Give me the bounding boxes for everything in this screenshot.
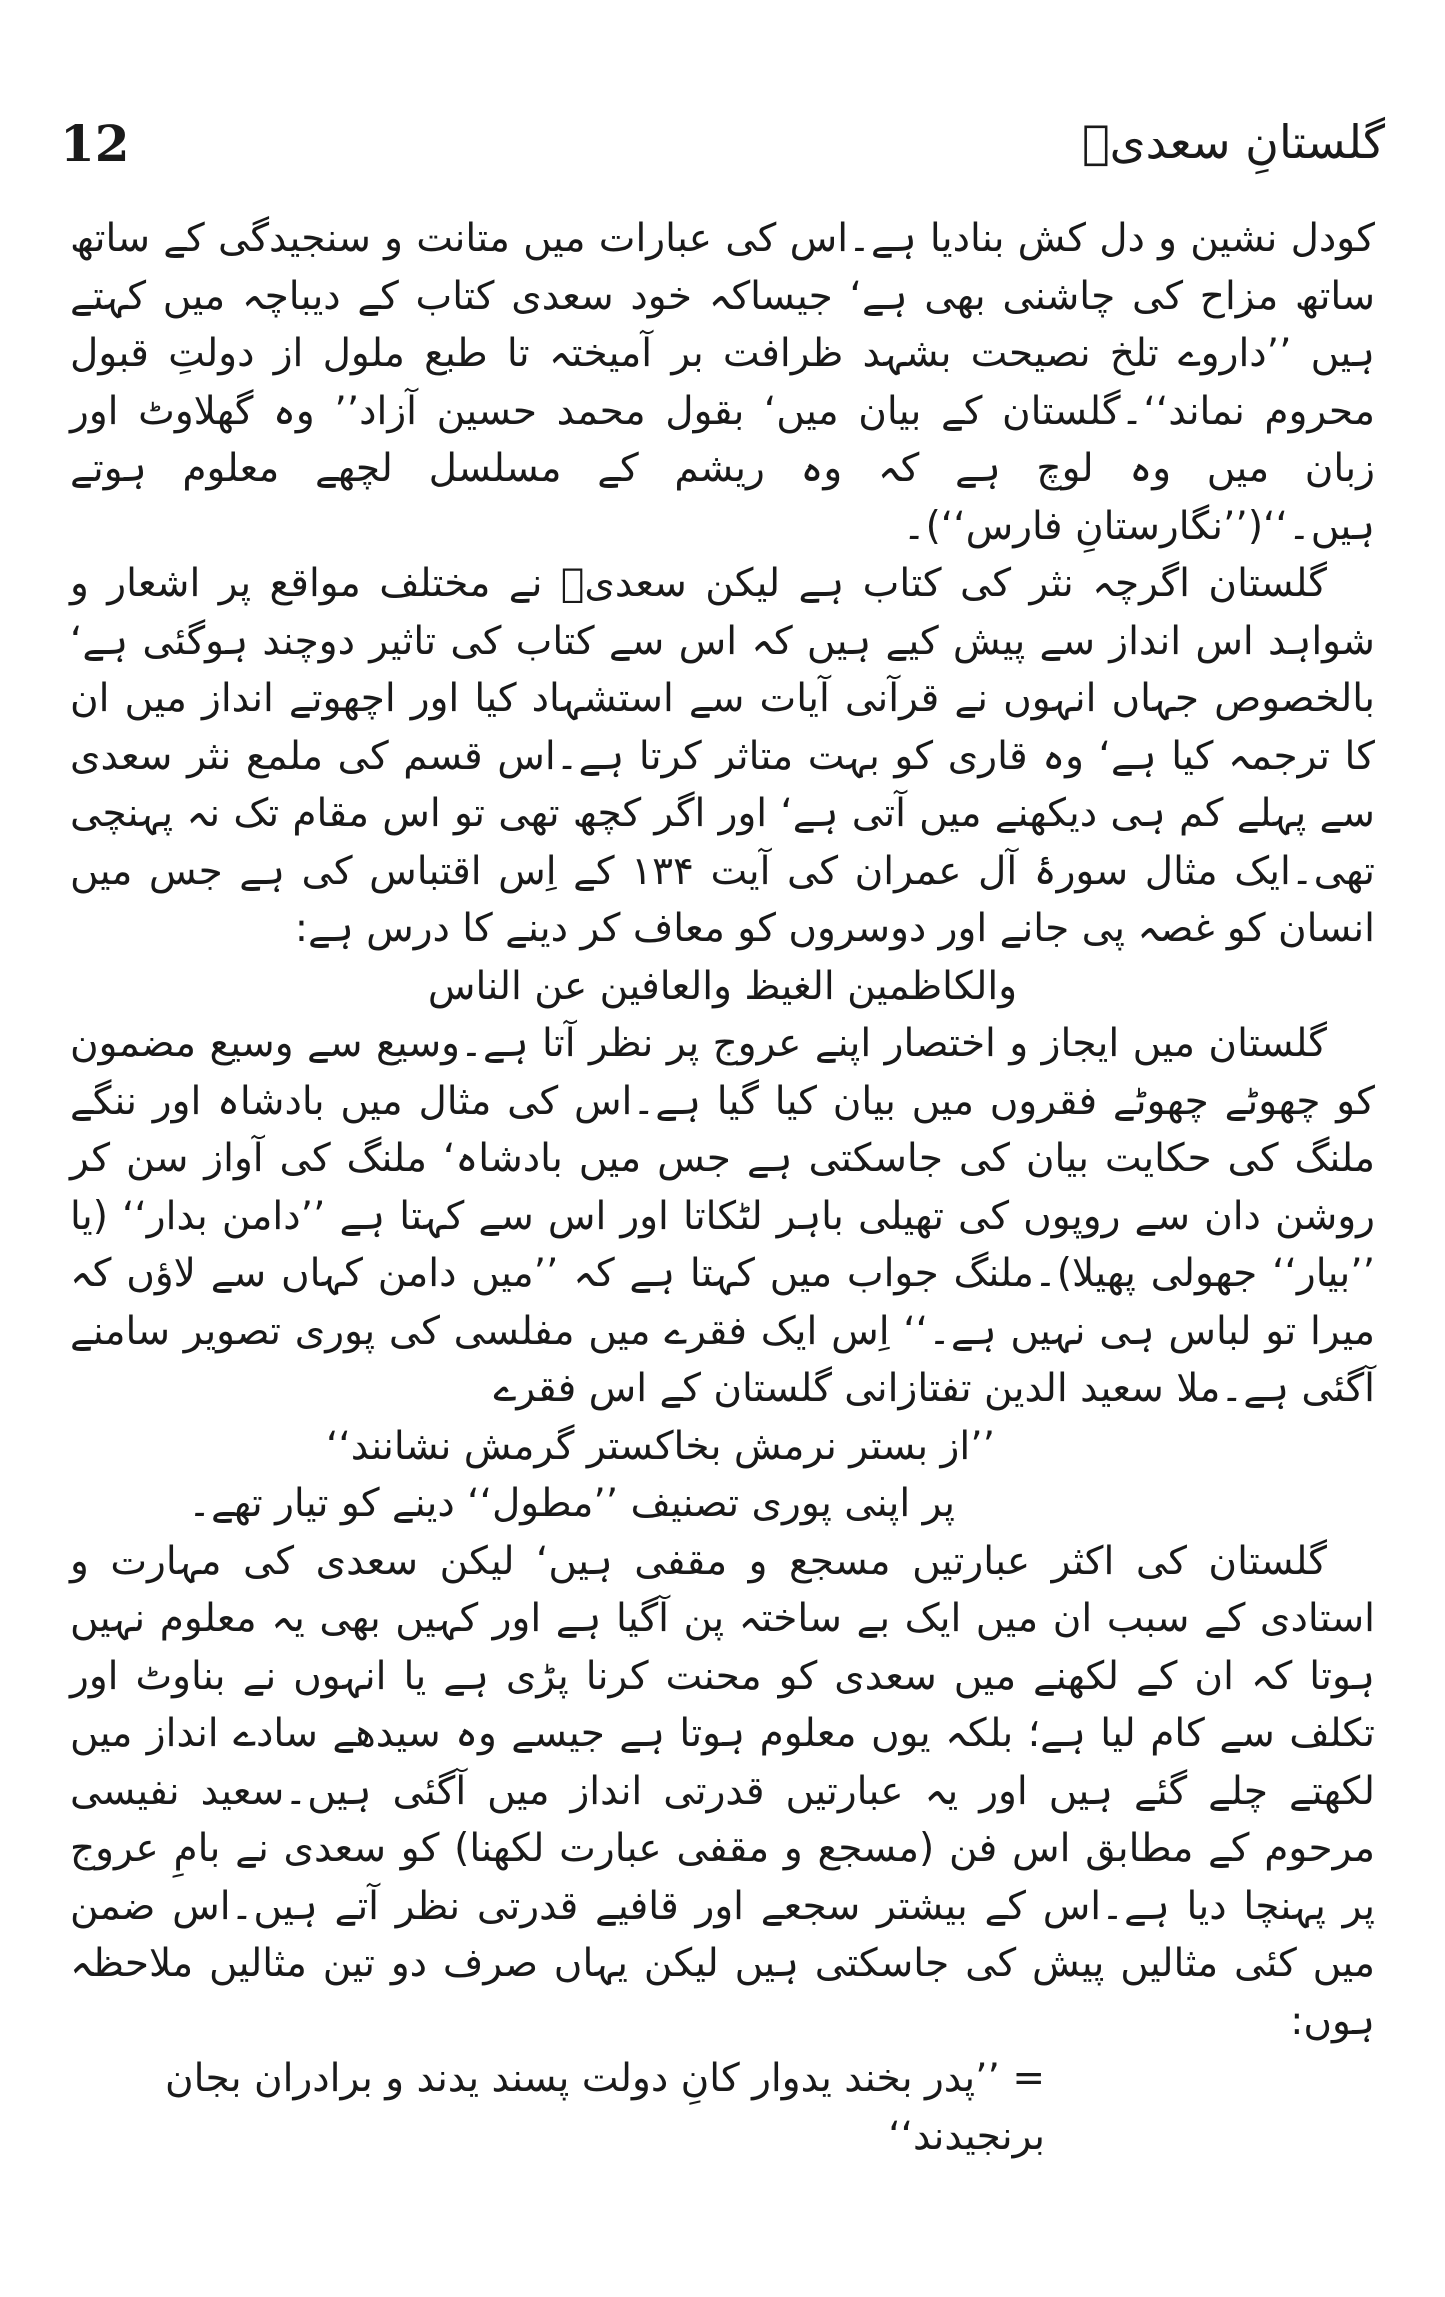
example-line: = ’’پدر بخند یدوار کانِ دولت پسند یدند و برادران بجان برنجیدند‘‘ bbox=[165, 2056, 1045, 2159]
running-title: گلستانِ سعدیؒ bbox=[1082, 115, 1385, 169]
page-header bbox=[60, 110, 1385, 190]
paragraph-intro: کودل نشین و دل کش بنادیا ہے۔اس کی عبارات میں متانت و سنجیدگی کے ساتھ ساتھ مزاح کی چاشنی بھی ہے‘ جیساکہ خود سعدی کتاب کے دیباچہ میں کہتے ہیں ’’داروے تلخ نصیحت بشہد ظرافت بر آمیختہ تا طبع ملول از دولتِ قبول محروم نماند‘‘۔گلستان کے بیان میں‘ بقول محمد حسین آزاد’’ وہ گھلاوٹ اور زبان میں وہ لوچ ہے کہ وہ ریشم کے مسلسل لچھے معلوم ہوتے ہیں۔‘‘(’’نگارستانِ فارس‘‘)۔ bbox=[70, 216, 1375, 549]
paragraph-rhymed-prose: گلستان کی اکثر عبارتیں مسجع و مقفی ہیں‘ لیکن سعدی کی مہارت و استادی کے سبب ان میں ایک بے ساختہ پن آگیا ہے اور کہیں بھی یہ معلوم نہیں ہوتا کہ ان کے لکھنے میں سعدی کو محنت کرنا پڑی ہے یا انہوں نے بناوٹ اور تکلف سے کام لیا ہے؛ بلکہ یوں معلوم ہوتا ہے جیسے وہ سیدھے سادے انداز میں لکھتے چلے گئے ہیں اور یہ عبارتیں قدرتی انداز میں آگئی ہیں۔سعید نفیسی مرحوم کے مطابق اس فن (مسجع و مقفی عبارت لکھنا) کو سعدی نے بامِ عروج پر پہنچا دیا ہے۔اس کے بیشتر سجعے اور قافیے قدرتی نظر آتے ہیں۔اس ضمن میں کئی مثالیں پیش کی جاسکتی ہیں لیکن یہاں صرف دو تین مثالیں ملاحظہ ہوں: bbox=[70, 1538, 1375, 2044]
paragraph-quranic-citations: گلستان اگرچہ نثر کی کتاب ہے لیکن سعدیؒ نے مختلف مواقع پر اشعار و شواہد اس انداز سے پیش کیے ہیں کہ اس سے کتاب کی تاثیر دوچند ہوگئی ہے‘ بالخصوص جہاں انہوں نے قرآنی آیات سے استشہاد کیا اور اچھوتے انداز میں ان کا ترجمہ کیا ہے‘ وہ قاری کو بہت متاثر کرتا ہے۔اس قسم کی ملمع نثر سعدی سے پہلے کم ہی دیکھنے میں آتی ہے‘ اور اگر کچھ تھی تو اس مقام تک نہ پہنچی تھی۔ایک مثال سورۂ آل عمران کی آیت ۱۳۴ کے اِس اقتباس کی ہے جس میں انسان کو غصہ پی جانے اور دوسروں کو معاف کر دینے کا درس ہے: bbox=[70, 561, 1375, 951]
quoted-phrase: ’’از بستر نرمش بخاکستر گرمش نشانند‘‘ bbox=[325, 1423, 995, 1469]
paragraph-brevity: گلستان میں ایجاز و اختصار اپنے عروج پر نظر آتا ہے۔وسیع سے وسیع مضمون کو چھوٹے چھوٹے فقروں میں بیان کیا گیا ہے۔اس کی مثال میں بادشاہ اور ننگے ملنگ کی حکایت بیان کی جاسکتی ہے جس میں بادشاہ‘ ملنگ کی آواز سن کر روشن دان سے روپوں کی تھیلی باہر لٹکاتا اور اس سے کہتا ہے ’’دامن بدار‘‘ (یا ’’بیار‘‘ جھولی پھیلا)۔ملنگ جواب میں کہتا ہے کہ ’’میں دامن کہاں سے لاؤں کہ میرا تو لباس ہی نہیں ہے۔‘‘ اِس ایک فقرے میں مفلسی کی پوری تصویر سامنے آگئی ہے۔ملا سعید الدین تفتازانی گلستان کے اس فقرے bbox=[70, 1021, 1375, 1411]
body-text bbox=[70, 210, 1375, 2165]
paragraph-mutawwal: پر اپنی پوری تصنیف ’’مطول‘‘ دینے کو تیار تھے۔ bbox=[188, 1481, 955, 1526]
page-number: 12 bbox=[60, 114, 130, 173]
quranic-verse: والکاظمین الغیظ والعافین عن الناس bbox=[427, 963, 1018, 1009]
